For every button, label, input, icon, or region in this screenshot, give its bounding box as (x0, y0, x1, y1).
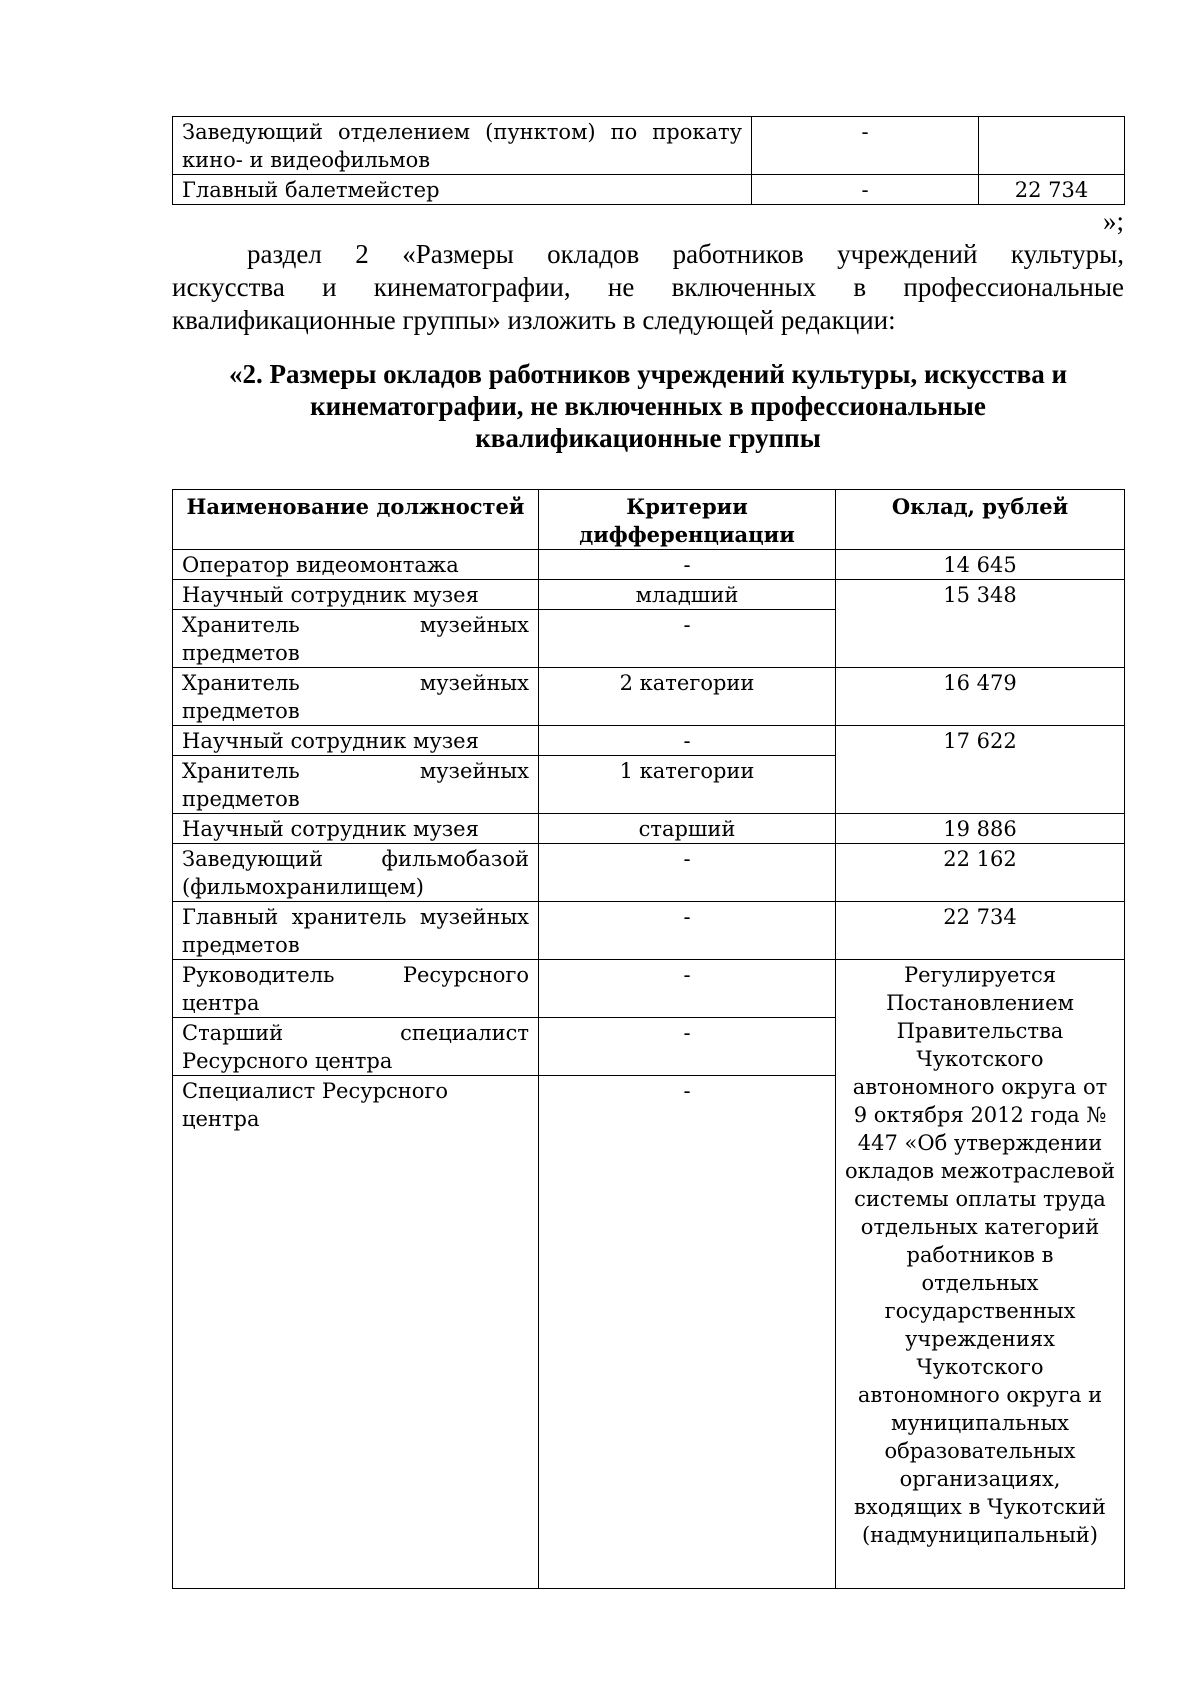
salary-cell: 22 734 (836, 902, 1125, 960)
section-heading (172, 358, 1124, 454)
column-header-position: Наименование должностей (173, 490, 539, 550)
table-row (173, 902, 1125, 960)
column-header-salary: Оклад, рублей (836, 490, 1125, 550)
table-row (173, 668, 1125, 726)
criteria-cell: - (539, 1018, 836, 1076)
table-row (173, 960, 1125, 1018)
criteria-cell: 1 категории (539, 756, 836, 814)
salary-table (172, 489, 1125, 1589)
position-name-cell: Хранитель музейных предметов (173, 610, 539, 668)
salary-cell: 22 162 (836, 844, 1125, 902)
position-name-cell: Руководитель Ресурсного центра (173, 960, 539, 1018)
criteria-cell: - (752, 117, 979, 175)
criteria-cell: - (539, 726, 836, 756)
salary-regulation-cell: Регулируется Постановлением Правительства Чукотского автономного округа от 9 октября 2012 года № 447 «Об утверждении окладов межотраслевой системы оплаты труда отдельных категорий работников в отдельных государственных учреждениях Чукотского автономного округа и муниципальных образовательных организациях, входящих в Чукотский (надмуниципальный) (836, 960, 1125, 1589)
position-name-cell: Хранитель музейных предметов (173, 756, 539, 814)
position-name-cell: Научный сотрудник музея (173, 580, 539, 610)
criteria-cell: - (539, 610, 836, 668)
table-row (173, 814, 1125, 844)
closing-quote: »; (1102, 206, 1124, 236)
salary-cell: 14 645 (836, 550, 1125, 580)
column-header-criteria: Критерии дифференциации (539, 490, 836, 550)
position-name-cell: Специалист Ресурсного центра (173, 1076, 539, 1589)
position-name-cell: Научный сотрудник музея (173, 726, 539, 756)
amendment-paragraph (172, 238, 1124, 337)
salary-cell (979, 117, 1125, 175)
table-row (173, 580, 1125, 610)
table-row (173, 726, 1125, 756)
position-name-cell: Старший специалист Ресурсного центра (173, 1018, 539, 1076)
criteria-cell: 2 категории (539, 668, 836, 726)
heading-line: кинематографии, не включенных в профессиональные (310, 391, 986, 421)
criteria-cell: - (752, 175, 979, 205)
position-name-cell: Оператор видеомонтажа (173, 550, 539, 580)
salary-cell: 19 886 (836, 814, 1125, 844)
table-row (173, 175, 1125, 205)
criteria-cell: - (539, 902, 836, 960)
criteria-cell: - (539, 550, 836, 580)
salary-cell: 15 348 (836, 580, 1125, 668)
criteria-cell: - (539, 844, 836, 902)
criteria-cell: - (539, 960, 836, 1018)
salary-cell: 16 479 (836, 668, 1125, 726)
table-row (173, 550, 1125, 580)
position-name-cell: Заведующий фильмобазой (фильмохранилищем) (173, 844, 539, 902)
table-header-row (173, 490, 1125, 550)
top-table (172, 116, 1125, 205)
position-name-cell: Главный хранитель музейных предметов (173, 902, 539, 960)
salary-cell: 17 622 (836, 726, 1125, 814)
heading-line: «2. Размеры окладов работников учреждений культуры, искусства и (228, 359, 1067, 389)
position-name-cell: Научный сотрудник музея (173, 814, 539, 844)
criteria-cell: младший (539, 580, 836, 610)
table-row (173, 844, 1125, 902)
heading-line: квалификационные группы (475, 423, 821, 453)
paragraph-line: раздел 2 «Размеры окладов работников учреждений культуры, (247, 239, 1124, 269)
position-name-cell: Хранитель музейных предметов (173, 668, 539, 726)
criteria-cell: старший (539, 814, 836, 844)
position-name-cell: Заведующий отделением (пунктом) по прокату кино- и видеофильмов (173, 117, 752, 175)
paragraph-line: искусства и кинематографии, не включенных в профессиональные (172, 272, 1124, 302)
paragraph-line: квалификационные группы» изложить в следующей редакции: (172, 305, 896, 335)
salary-cell: 22 734 (979, 175, 1125, 205)
table-row (173, 117, 1125, 175)
position-name-cell: Главный балетмейстер (173, 175, 752, 205)
criteria-cell: - (539, 1076, 836, 1589)
